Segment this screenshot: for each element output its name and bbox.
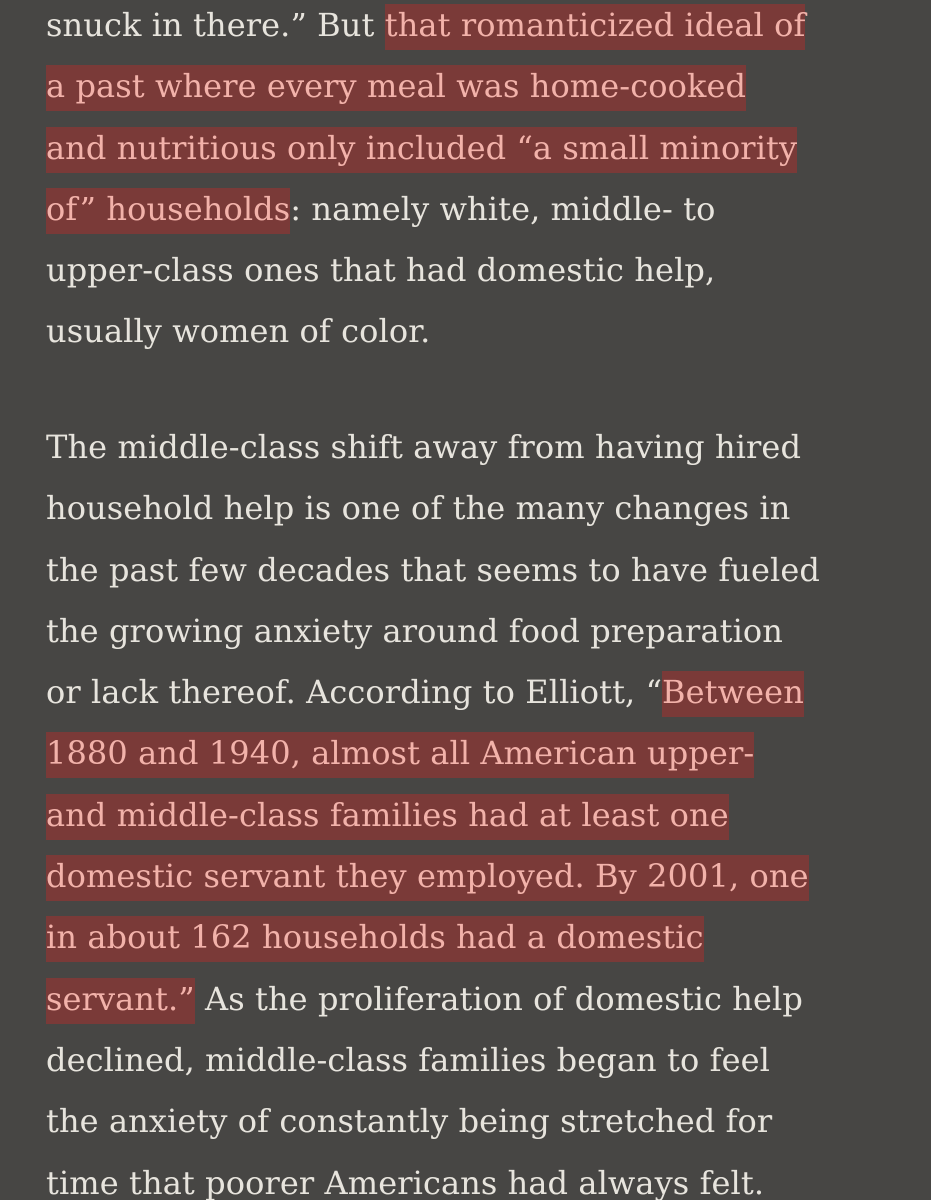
text-run: : namely white, middle- to [290, 189, 716, 228]
highlighted-text: and middle-class families had at least one [46, 794, 729, 840]
highlighted-text: 1880 and 1940, almost all American upper- [46, 732, 754, 778]
text-line [46, 478, 896, 539]
text-run: As the proliferation of domestic help [194, 979, 803, 1018]
text-run: the growing anxiety around food preparation [46, 611, 784, 650]
highlighted-text: domestic servant they employed. By 2001, one [46, 855, 809, 901]
highlighted-text: a past where every meal was home-cooked [46, 65, 746, 111]
highlighted-text: Between [662, 671, 804, 717]
text-run: household help is one of the many changes in [46, 489, 791, 528]
text-line [46, 179, 896, 240]
paragraph-1 [46, 0, 896, 363]
text-run: declined, middle-class families began to feel [46, 1040, 770, 1079]
text-line [46, 1153, 896, 1200]
text-run: or lack thereof. According to Elliott, “ [46, 673, 663, 712]
text-line [46, 0, 896, 56]
text-line [46, 1030, 896, 1091]
text-run: time that poorer Americans had always felt. [46, 1163, 765, 1200]
text-line [46, 118, 896, 179]
text-run: the anxiety of constantly being stretched for [46, 1102, 773, 1141]
text-line [46, 1091, 896, 1152]
text-run: upper-class ones that had domestic help, [46, 251, 716, 290]
text-line [46, 417, 896, 478]
text-run: the past few decades that seems to have fueled [46, 550, 821, 589]
text-line [46, 601, 896, 662]
highlighted-text: that romanticized ideal of [385, 4, 806, 50]
text-run: snuck in there.” But [46, 6, 385, 44]
text-line [46, 56, 896, 117]
text-line [46, 301, 896, 362]
text-line [46, 662, 896, 723]
text-run: usually women of color. [46, 312, 431, 351]
highlighted-text: of” households [46, 188, 290, 234]
highlighted-text: and nutritious only included “a small minority [46, 127, 797, 173]
highlighted-text: servant.” [46, 978, 195, 1024]
text-line [46, 785, 896, 846]
text-line [46, 846, 896, 907]
highlighted-text: in about 162 households had a domestic [46, 916, 704, 962]
text-line [46, 969, 896, 1030]
text-line [46, 240, 896, 301]
text-line [46, 540, 896, 601]
paragraph-2 [46, 417, 896, 1200]
text-line [46, 723, 896, 784]
text-line [46, 907, 896, 968]
text-run: The middle-class shift away from having hired [46, 428, 802, 466]
